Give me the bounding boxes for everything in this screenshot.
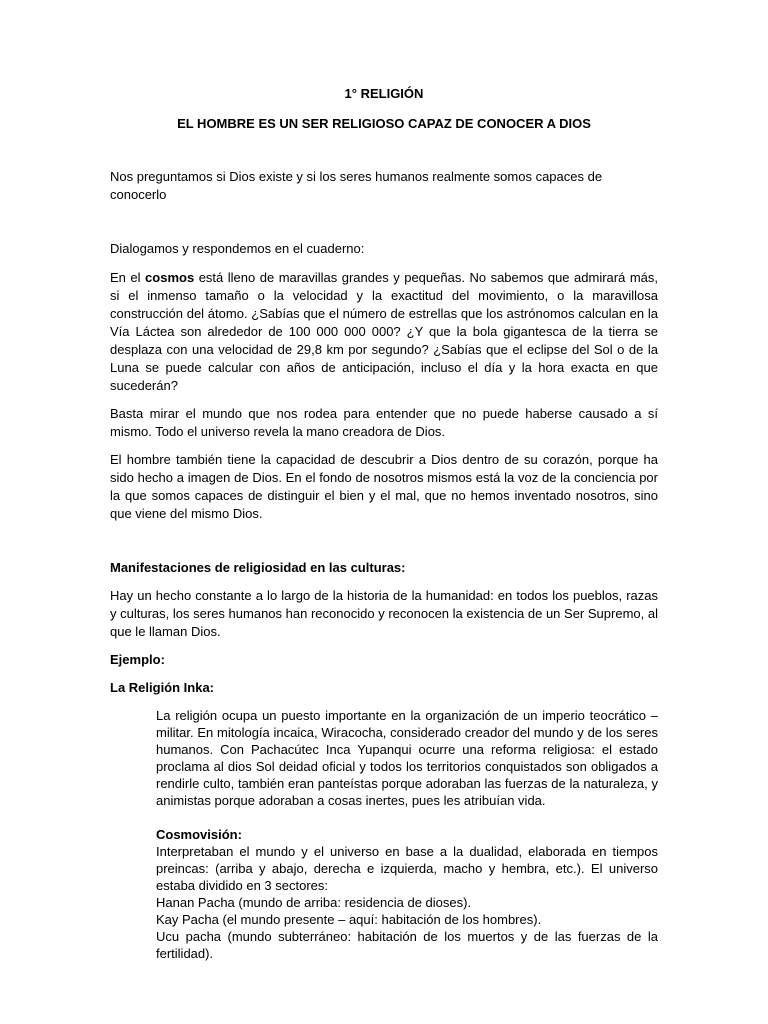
kay-pacha-item: Kay Pacha (el mundo presente – aquí: habitación de los hombres).	[156, 912, 542, 927]
example-heading: Ejemplo:	[110, 652, 165, 667]
cosmos-paragraph-pre: En el	[110, 270, 146, 285]
document-title: 1° RELIGIÓN	[344, 86, 424, 101]
cosmos-paragraph-post: está lleno de maravillas grandes y pequeñas. No sabemos que admirará más, si el inmenso tamaño o la velocidad y la exactitud del movimiento, o la maravillosa construcción del átomo. ¿Sabías que el número de estrellas que los astrónomos calculan en la Vía Láctea son alrededor de 100 000 000 000? ¿Y que la bola gigantesca de la tierra se desplaza con una velocidad de 29,8 km por segundo? ¿Sabías que el eclipse del Sol o de la Luna se puede calcular con años de anticipación, incluso el día y la hora exacta en que sucederán?	[110, 270, 659, 393]
hanan-pacha-item: Hanan Pacha (mundo de arriba: residencia de dioses).	[156, 895, 472, 910]
intro-paragraph: Nos preguntamos si Dios existe y si los seres humanos realmente somos capaces de conocerlo	[110, 169, 603, 202]
document-subtitle: EL HOMBRE ES UN SER RELIGIOSO CAPAZ DE CONOCER A DIOS	[177, 116, 591, 131]
cosmovision-heading: Cosmovisión:	[156, 827, 242, 842]
manifestations-heading: Manifestaciones de religiosidad en las culturas:	[110, 560, 406, 575]
inka-section	[156, 707, 658, 962]
conscience-paragraph: El hombre también tiene la capacidad de descubrir a Dios dentro de su corazón, porque ha sido hecho a imagen de Dios. En el fondo de nosotros mismos está la voz de la conciencia por la que somos capaces de distinguir el bien y el mal, que no hemos inventado nosotros, sino que viene del mismo Dios.	[110, 452, 658, 521]
cosmos-keyword: cosmos	[145, 270, 195, 285]
dialog-instruction: Dialogamos y respondemos en el cuaderno:	[110, 241, 365, 256]
cosmos-paragraph	[110, 269, 658, 395]
document-page	[110, 84, 658, 962]
universe-paragraph: Basta mirar el mundo que nos rodea para entender que no puede haberse causado a sí mismo. Todo el universo revela la mano creadora de Dios.	[110, 406, 658, 439]
ucu-pacha-item: Ucu pacha (mundo subterráneo: habitación de los muertos y de las fuerzas de la fertilidad).	[156, 929, 658, 961]
inka-heading: La Religión Inka:	[110, 680, 215, 695]
manifestations-paragraph: Hay un hecho constante a lo largo de la historia de la humanidad: en todos los pueblos, razas y culturas, los seres humanos han reconocido y reconocen la existencia de un Ser Supremo, al que le llaman Dios.	[110, 588, 658, 639]
inka-paragraph: La religión ocupa un puesto importante en la organización de un imperio teocrático – militar. En mitología incaica, Wiracocha, considerado creador del mundo y de los seres humanos. Con Pachacútec Inca Yupanqui ocurre una reforma religiosa: el estado proclama al dios Sol deidad oficial y todos los territorios conquistados son obligados a rendirle culto, también eran panteístas porque adoraban las fuerzas de la naturaleza, y animistas porque adoraban a cosas inertes, pues les atribuían vida.	[156, 708, 658, 808]
cosmovision-paragraph: Interpretaban el mundo y el universo en base a la dualidad, elaborada en tiempos preincas: (arriba y abajo, derecha e izquierda, macho y hembra, etc.). El universo estaba dividido en 3 sectores:	[156, 844, 658, 893]
